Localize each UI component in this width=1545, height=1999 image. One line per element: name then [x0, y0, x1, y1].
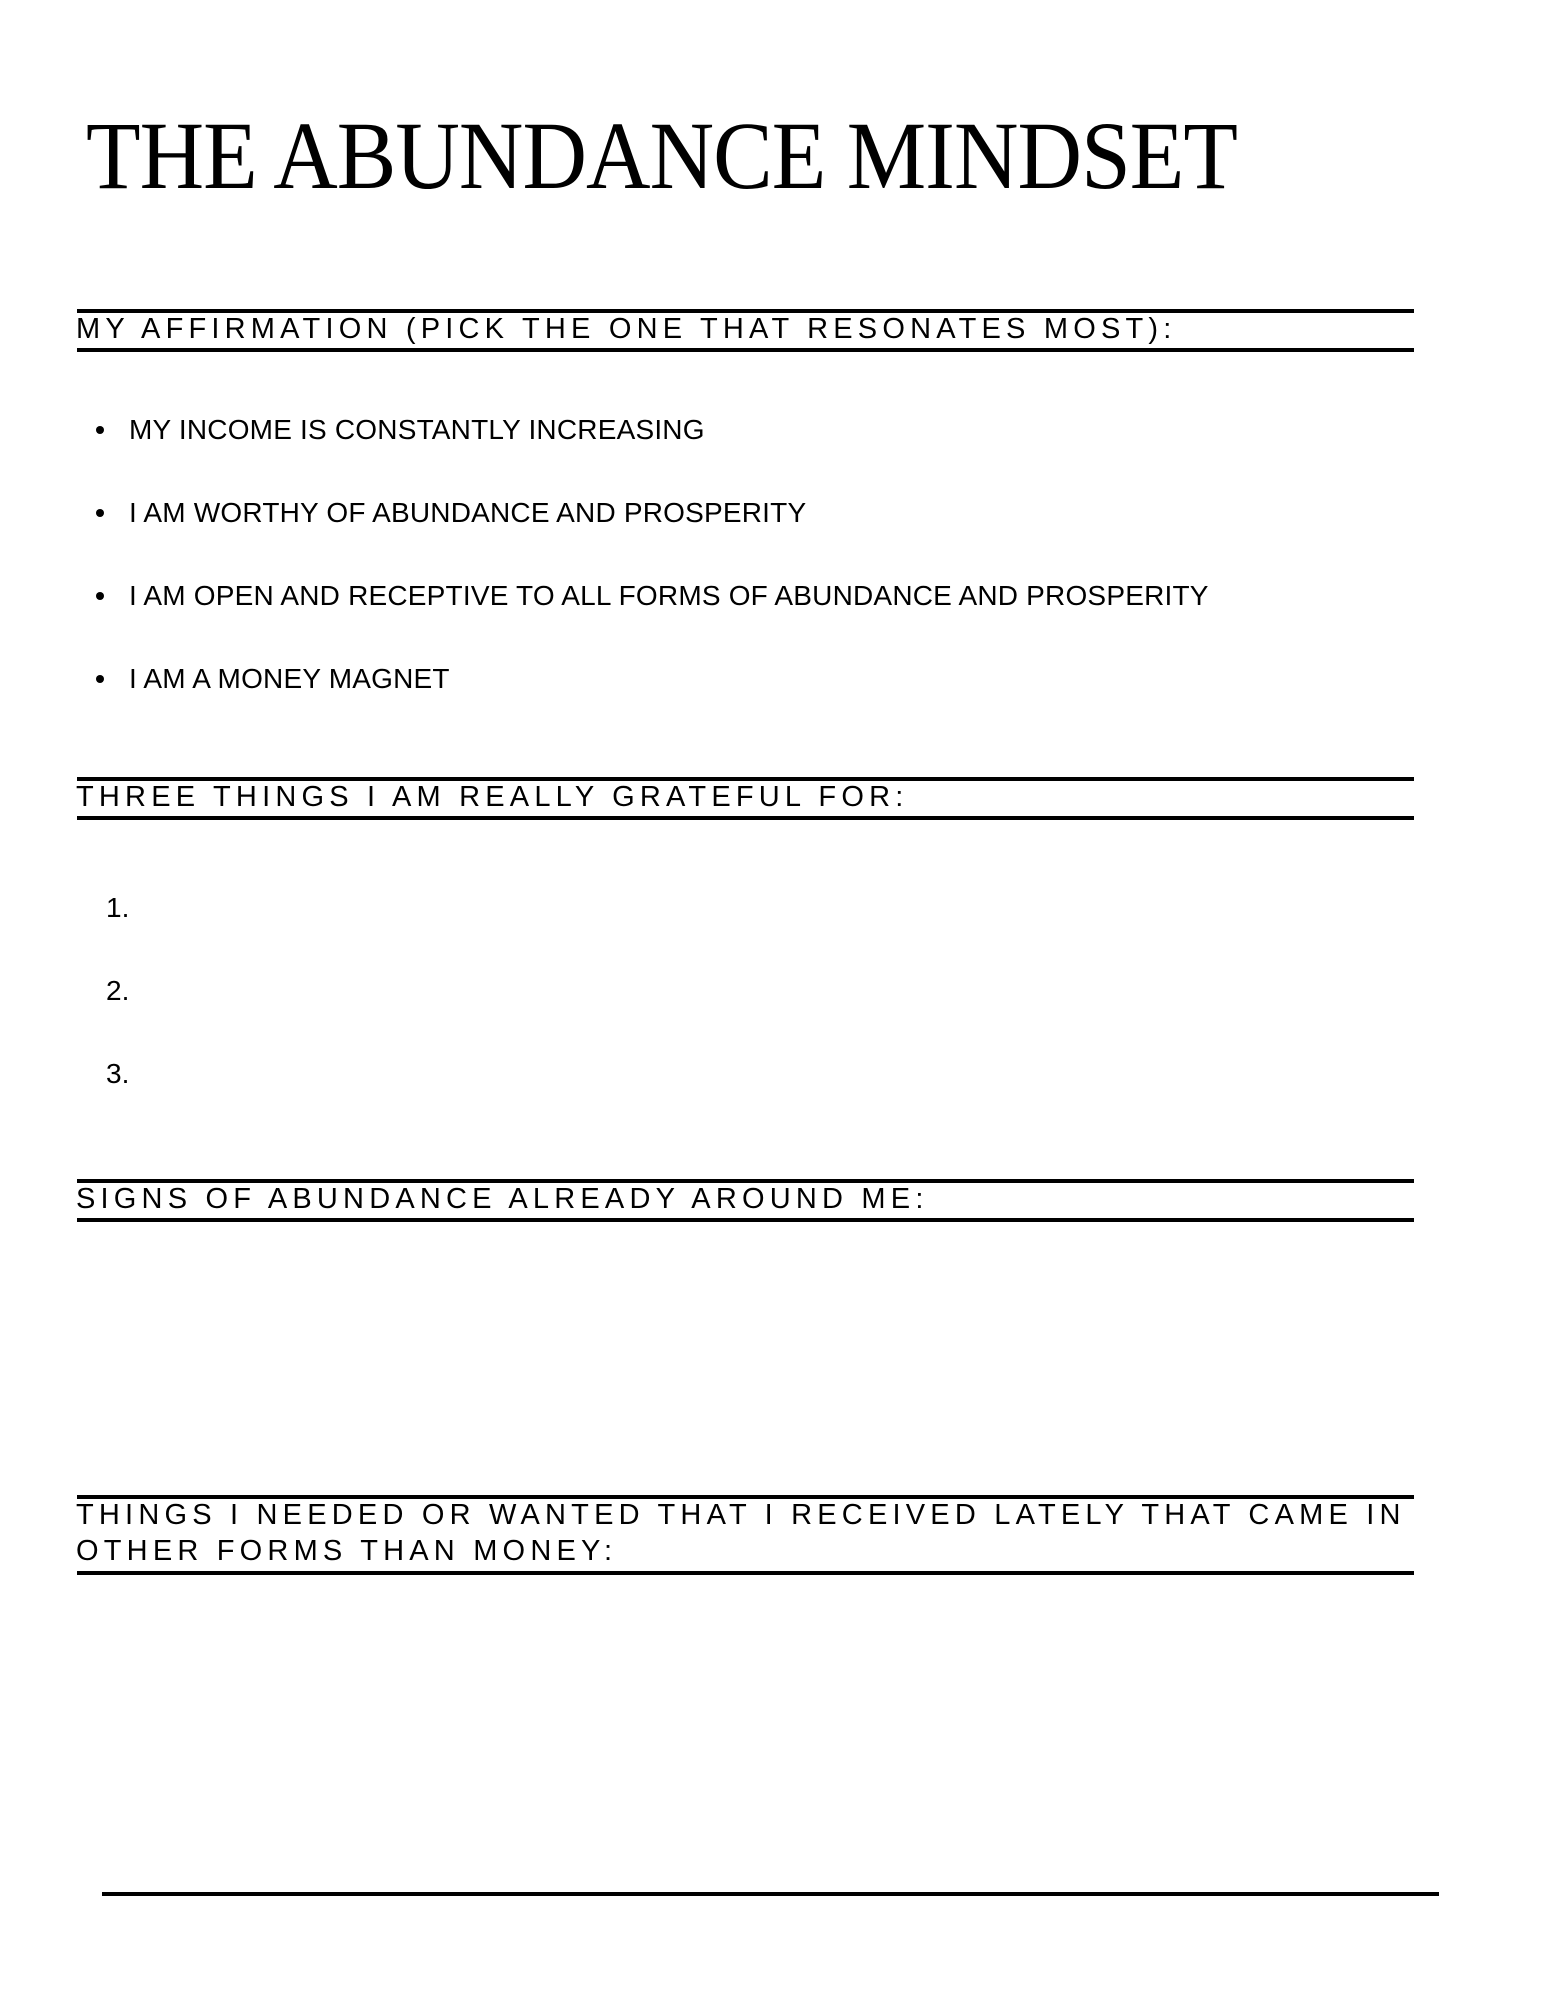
bullet-icon	[96, 509, 104, 517]
affirmation-item	[96, 410, 1396, 450]
grateful-item-number: 3.	[106, 1058, 130, 1089]
bottom-rule	[102, 1892, 1439, 1896]
grateful-heading: THREE THINGS I AM REALLY GRATEFUL FOR:	[76, 781, 909, 813]
page-title: THE ABUNDANCE MINDSET	[86, 102, 1238, 209]
grateful-bottom-rule	[77, 816, 1414, 820]
affirmation-heading: MY AFFIRMATION (PICK THE ONE THAT RESONATES MOST):	[76, 313, 1177, 345]
signs-bottom-rule	[77, 1218, 1414, 1222]
received-heading-line2: OTHER FORMS THAN MONEY:	[76, 1535, 618, 1567]
affirmation-item	[96, 659, 1396, 699]
grateful-item-number: 1.	[106, 892, 130, 923]
affirmation-item-text: MY INCOME IS CONSTANTLY INCREASING	[129, 414, 705, 445]
bullet-icon	[96, 675, 104, 683]
affirmation-item	[96, 576, 1396, 616]
grateful-item-number: 2.	[106, 975, 130, 1006]
affirmation-item-text: I AM OPEN AND RECEPTIVE TO ALL FORMS OF ABUNDANCE AND PROSPERITY	[129, 580, 1209, 611]
affirmation-item-text: I AM WORTHY OF ABUNDANCE AND PROSPERITY	[129, 497, 807, 528]
bullet-icon	[96, 592, 104, 600]
bullet-icon	[96, 426, 104, 434]
affirmation-item-text: I AM A MONEY MAGNET	[129, 663, 450, 694]
signs-heading: SIGNS OF ABUNDANCE ALREADY AROUND ME:	[76, 1183, 929, 1215]
affirmation-bottom-rule	[77, 348, 1414, 352]
affirmation-item	[96, 493, 1396, 533]
received-bottom-rule	[77, 1571, 1414, 1575]
received-heading-line1: THINGS I NEEDED OR WANTED THAT I RECEIVED LATELY THAT CAME IN	[76, 1499, 1406, 1531]
